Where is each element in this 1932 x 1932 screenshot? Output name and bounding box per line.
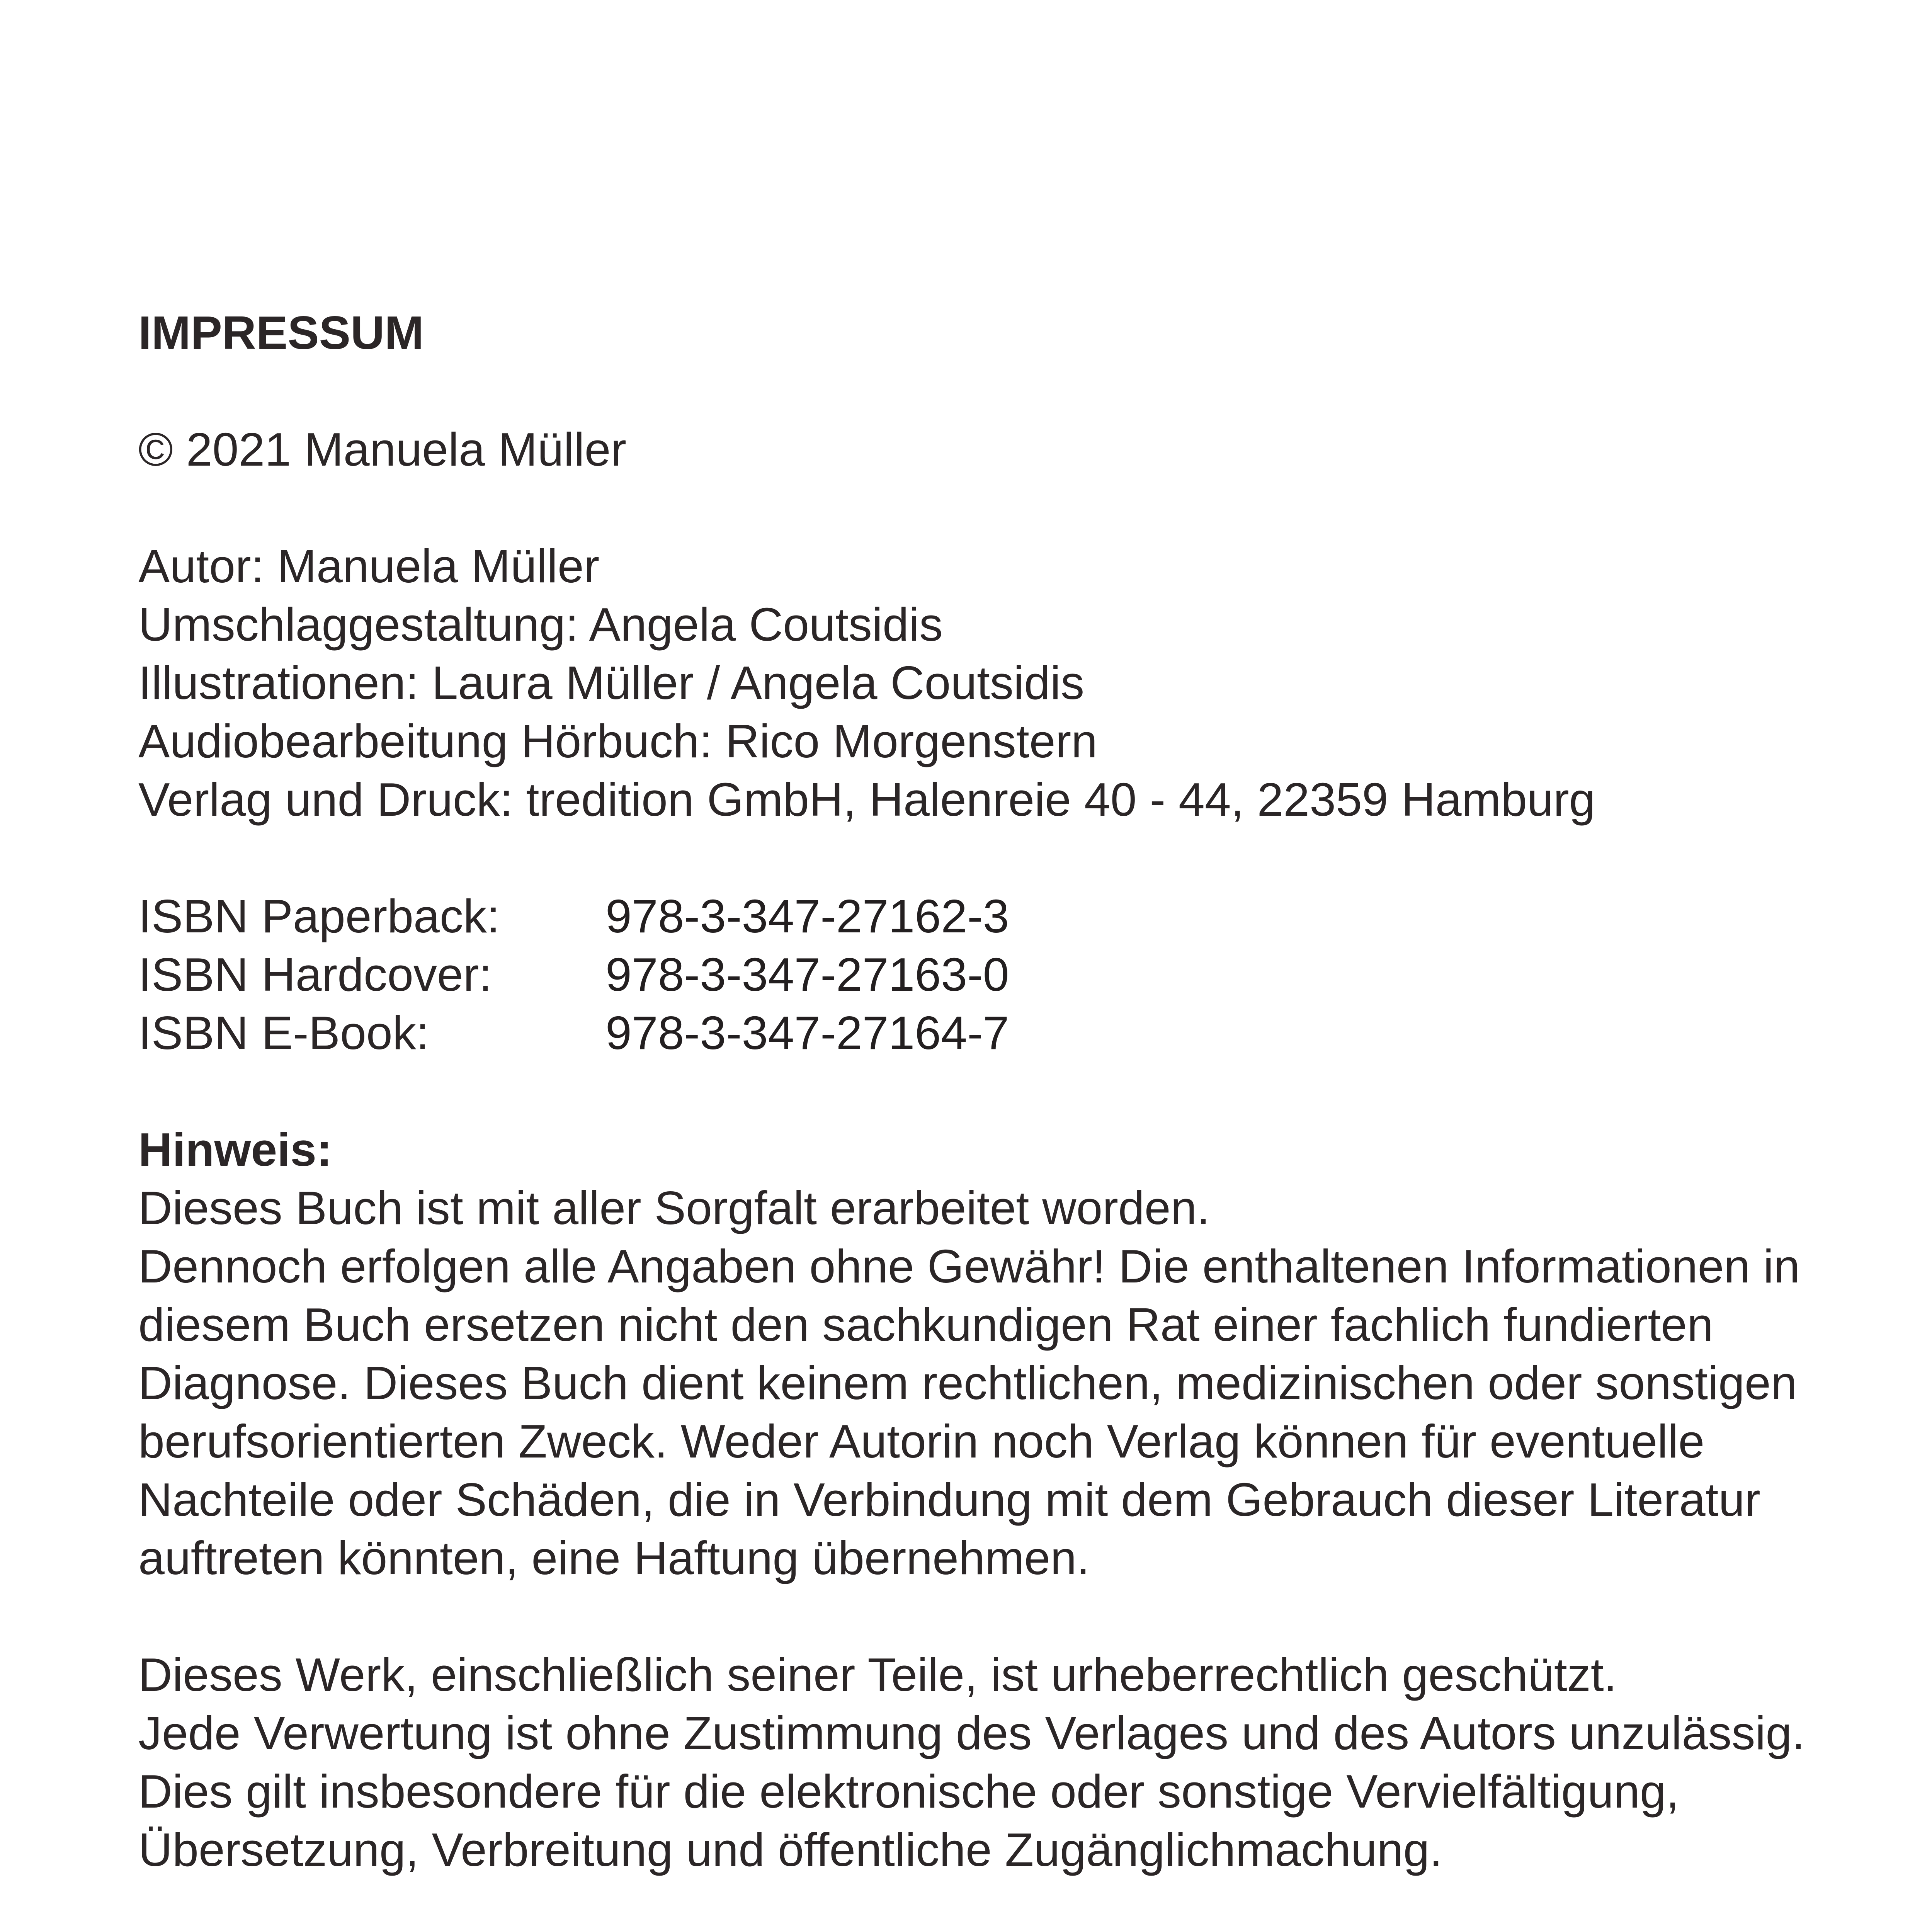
isbn-label: ISBN Paperback: <box>138 890 500 942</box>
notice-line: Nachteile oder Schäden, die in Verbindung mit dem Gebrauch dieser Literatur <box>138 1473 1760 1526</box>
isbn-row-paperback <box>138 887 1916 946</box>
spacer <box>138 1062 1916 1121</box>
notice-line: Diagnose. Dieses Buch dient keinem rechtlichen, medizinischen oder sonstigen <box>138 1357 1797 1409</box>
credit-illustrations: Illustrationen: Laura Müller / Angela Coutsidis <box>138 656 1085 709</box>
copyright-notice-line: Dieses Werk, einschließlich seiner Teile, ist urheberrechtlich geschützt. <box>138 1648 1617 1701</box>
notice-line: Dennoch erfolgen alle Angaben ohne Gewähr! Die enthaltenen Informationen in <box>138 1240 1800 1293</box>
notice-heading: Hinweis: <box>138 1123 332 1176</box>
spacer <box>138 362 1916 420</box>
copyright-notice-line: Dies gilt insbesondere für die elektronische oder sonstige Vervielfältigung, <box>138 1765 1679 1818</box>
isbn-label: ISBN Hardcover: <box>138 948 492 1001</box>
spacer <box>138 479 1916 537</box>
notice-line: berufsorientierten Zweck. Weder Autorin noch Verlag können für eventuelle <box>138 1415 1705 1468</box>
copyright-notice-line: Jede Verwertung ist ohne Zustimmung des Verlages und des Autors unzulässig. <box>138 1707 1805 1759</box>
notice-line: diesem Buch ersetzen nicht den sachkundigen Rat einer fachlich fundierten <box>138 1298 1713 1351</box>
imprint-title: IMPRESSUM <box>138 306 424 359</box>
credit-audio: Audiobearbeitung Hörbuch: Rico Morgenstern <box>138 715 1098 767</box>
imprint-page <box>138 304 1916 1879</box>
isbn-value: 978-3-347-27162-3 <box>605 890 1009 942</box>
copyright-notice-line: Übersetzung, Verbreitung und öffentliche Zugänglichmachung. <box>138 1823 1443 1876</box>
credit-cover-design: Umschlaggestaltung: Angela Coutsidis <box>138 598 943 651</box>
spacer <box>138 829 1916 887</box>
credit-author: Autor: Manuela Müller <box>138 540 600 592</box>
spacer <box>138 1587 1916 1646</box>
isbn-block <box>138 887 1916 1062</box>
isbn-row-ebook <box>138 1004 1916 1062</box>
credit-publisher: Verlag und Druck: tredition GmbH, Halenreie 40 - 44, 22359 Hamburg <box>138 773 1595 826</box>
isbn-label: ISBN E-Book: <box>138 1007 429 1059</box>
isbn-row-hardcover <box>138 946 1916 1004</box>
copyright-notice-block <box>138 1646 1916 1879</box>
isbn-value: 978-3-347-27163-0 <box>605 948 1009 1001</box>
notice-block <box>138 1121 1916 1587</box>
credits-block <box>138 537 1916 829</box>
notice-line: auftreten könnten, eine Haftung übernehmen. <box>138 1532 1090 1584</box>
copyright-line: © 2021 Manuela Müller <box>138 423 627 476</box>
isbn-value: 978-3-347-27164-7 <box>605 1007 1009 1059</box>
notice-line: Dieses Buch ist mit aller Sorgfalt erarbeitet worden. <box>138 1182 1210 1234</box>
